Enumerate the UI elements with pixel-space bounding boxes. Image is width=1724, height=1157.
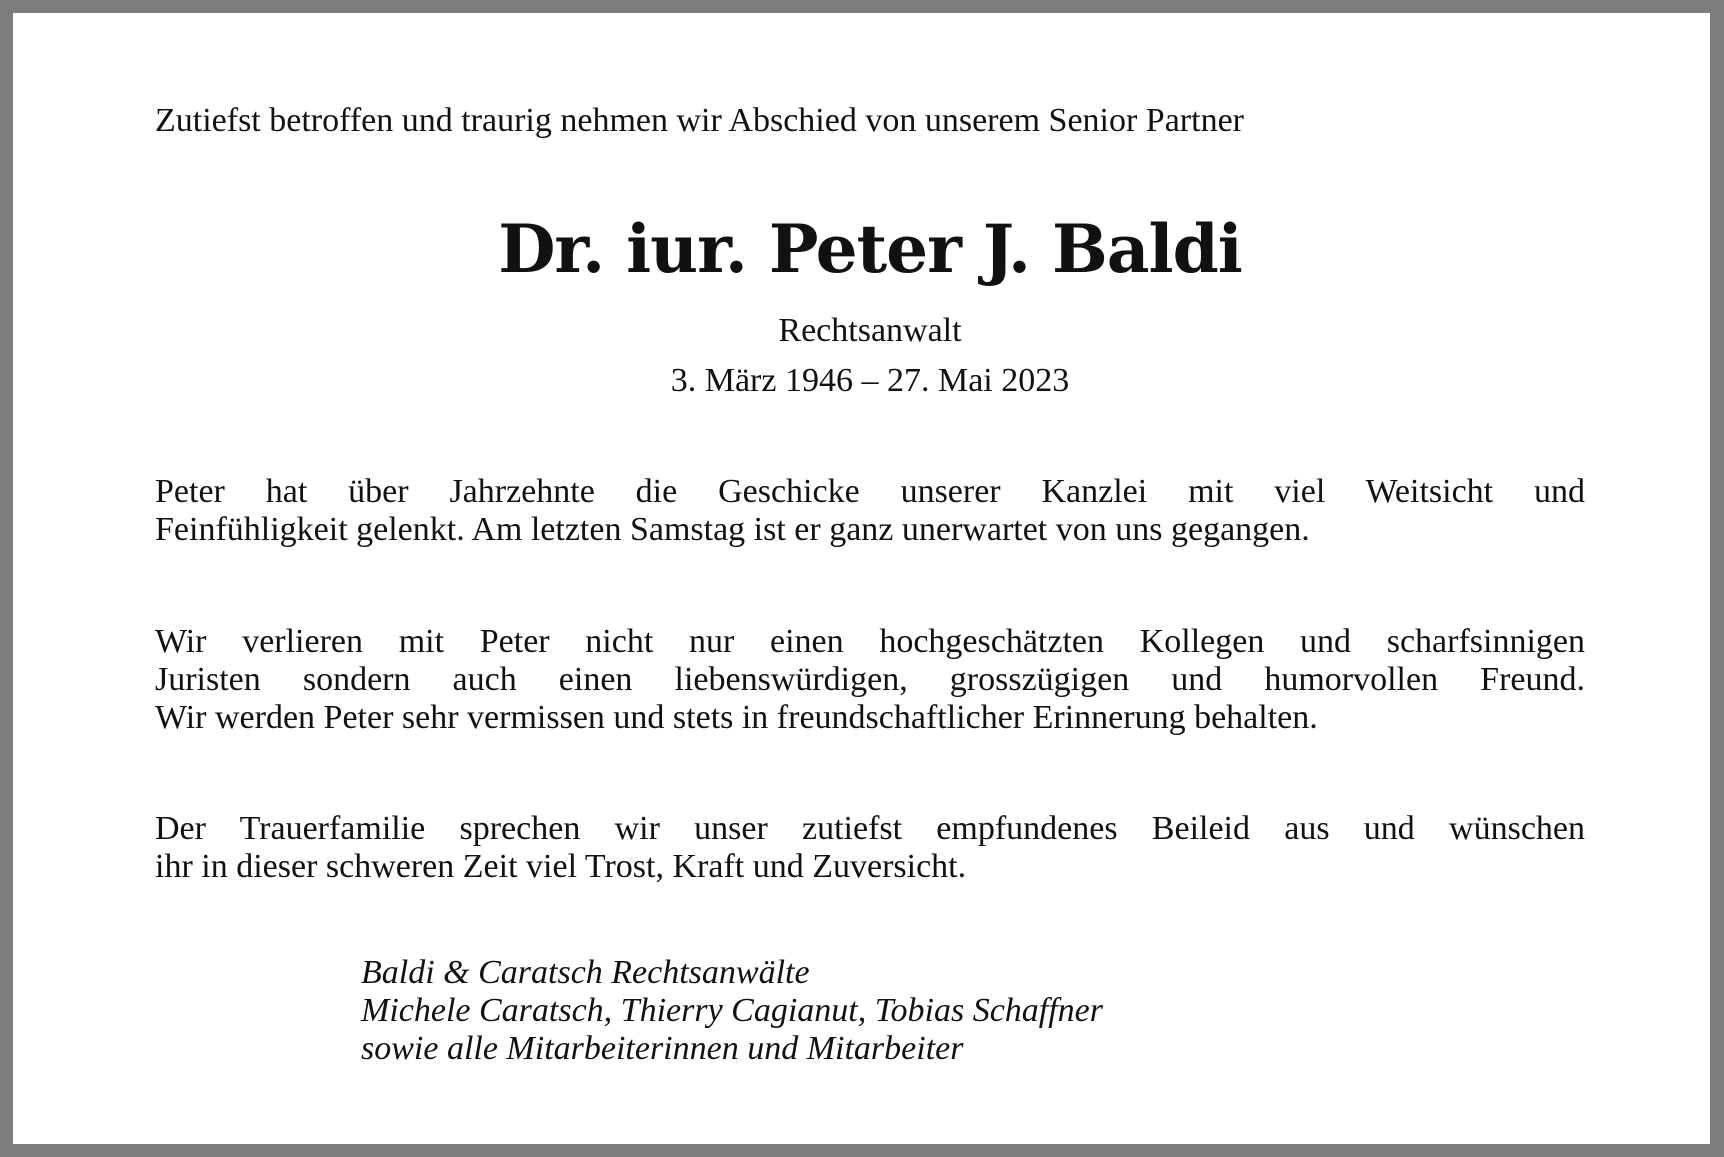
profession: Rechtsanwalt (778, 312, 962, 349)
signature-firm: Baldi & Caratsch Rechtsanwälte (361, 954, 810, 991)
paragraph-condolence (155, 810, 1585, 886)
deceased-name: Dr. iur. Peter J. Baldi (498, 210, 1242, 288)
intro-line: Zutiefst betroffen und traurig nehmen wir Abschied von unserem Senior Partner (155, 102, 1244, 139)
paragraph-line: Juristen sondern auch einen liebenswürdigen, grosszügigen und humorvollen Freund. (155, 661, 1585, 698)
life-dates: 3. März 1946 – 27. Mai 2023 (670, 362, 1070, 399)
paragraph-line: Peter hat über Jahrzehnte die Geschicke unserer Kanzlei mit viel Weitsicht und (155, 473, 1585, 510)
paragraph-line: Der Trauerfamilie sprechen wir unser zutiefst empfundenes Beileid aus und wünschen (155, 810, 1585, 847)
paragraph-line: Wir verlieren mit Peter nicht nur einen hochgeschätzten Kollegen und scharfsinnigen (155, 623, 1585, 660)
document-page (13, 13, 1710, 1144)
paragraph-tribute (155, 473, 1585, 549)
paragraph-line: ihr in dieser schweren Zeit viel Trost, Kraft und Zuversicht. (155, 848, 967, 885)
paragraph-line: Wir werden Peter sehr vermissen und stets in freundschaftlicher Erinnerung behalten. (155, 699, 1318, 736)
paragraph-line: Feinfühligkeit gelenkt. Am letzten Samstag ist er ganz unerwartet von uns gegangen. (155, 511, 1310, 548)
paragraph-loss (155, 623, 1585, 737)
signature-staff: sowie alle Mitarbeiterinnen und Mitarbeiter (361, 1030, 964, 1067)
signature-partners: Michele Caratsch, Thierry Cagianut, Tobias Schaffner (361, 992, 1104, 1029)
signature-block (361, 954, 1461, 1068)
